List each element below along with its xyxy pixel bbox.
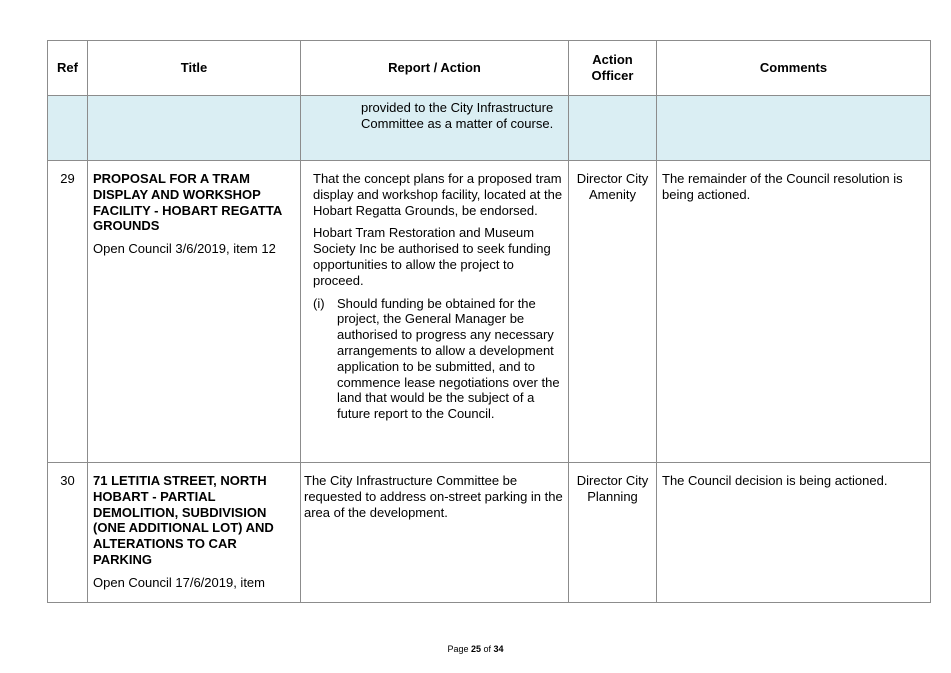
cont-officer-cell bbox=[569, 96, 657, 161]
row-ref: 29 bbox=[48, 161, 88, 463]
report-sub-item bbox=[313, 296, 564, 422]
header-title: Title bbox=[88, 41, 301, 96]
cont-title-cell bbox=[88, 96, 301, 161]
row-ref: 30 bbox=[48, 463, 88, 603]
report-paragraph: The City Infrastructure Committee be requested to address on-street parking in the area of the development. bbox=[304, 473, 563, 520]
page-number: 25 bbox=[470, 644, 481, 654]
row-officer: Director City Amenity bbox=[569, 161, 657, 463]
row-comments: The Council decision is being actioned. bbox=[657, 463, 931, 603]
row-comments: The remainder of the Council resolution is being actioned. bbox=[657, 161, 931, 463]
sub-item-text: Should funding be obtained for the project, the General Manager be authorised to progress any necessary arrangements to allow a development application to be submitted, and to commence lease negotiations over the land that would be the subject of a future report to the Council. bbox=[337, 295, 560, 422]
header-row bbox=[48, 41, 931, 96]
header-officer bbox=[569, 41, 657, 96]
row-title: PROPOSAL FOR A TRAM DISPLAY AND WORKSHOP FACILITY - HOBART REGATTA GROUNDS bbox=[93, 171, 282, 234]
actions-table bbox=[47, 40, 931, 603]
cont-ref-cell bbox=[48, 96, 88, 161]
page-total: 34 bbox=[493, 644, 504, 654]
header-officer-line1: Action bbox=[592, 52, 633, 68]
header-report: Report / Action bbox=[301, 41, 569, 96]
cont-comments-cell bbox=[657, 96, 931, 161]
row-title-cell bbox=[88, 161, 301, 463]
table-row bbox=[48, 161, 931, 463]
row-report-cell bbox=[301, 463, 569, 603]
header-comments: Comments bbox=[657, 41, 931, 96]
row-title: 71 LETITIA STREET, NORTH HOBART - PARTIAL DEMOLITION, SUBDIVISION (ONE ADDITIONAL LOT) AND ALTERATIONS TO CAR PARKING bbox=[93, 473, 274, 567]
report-paragraph: Hobart Tram Restoration and Museum Society Inc be authorised to seek funding opportunities to allow the project to proceed. bbox=[313, 225, 551, 288]
header-officer-line2: Officer bbox=[591, 68, 634, 83]
row-report-cell bbox=[301, 161, 569, 463]
header-ref: Ref bbox=[48, 41, 88, 96]
page-label: Page bbox=[447, 644, 469, 654]
page-footer bbox=[0, 644, 951, 655]
row-meeting: Open Council 3/6/2019, item 12 bbox=[93, 241, 276, 257]
row-officer: Director City Planning bbox=[569, 463, 657, 603]
row-title-cell bbox=[88, 463, 301, 603]
continuation-row bbox=[48, 96, 931, 161]
sub-item-number: (i) bbox=[313, 295, 325, 311]
row-meeting: Open Council 17/6/2019, item bbox=[93, 574, 265, 590]
table-row bbox=[48, 463, 931, 603]
page-of-label: of bbox=[483, 644, 492, 654]
report-paragraph: That the concept plans for a proposed tram display and workshop facility, located at the Hobart Regatta Grounds, be endorsed. bbox=[313, 171, 563, 218]
cont-report-cell: provided to the City Infrastructure Committee as a matter of course. bbox=[301, 96, 569, 161]
